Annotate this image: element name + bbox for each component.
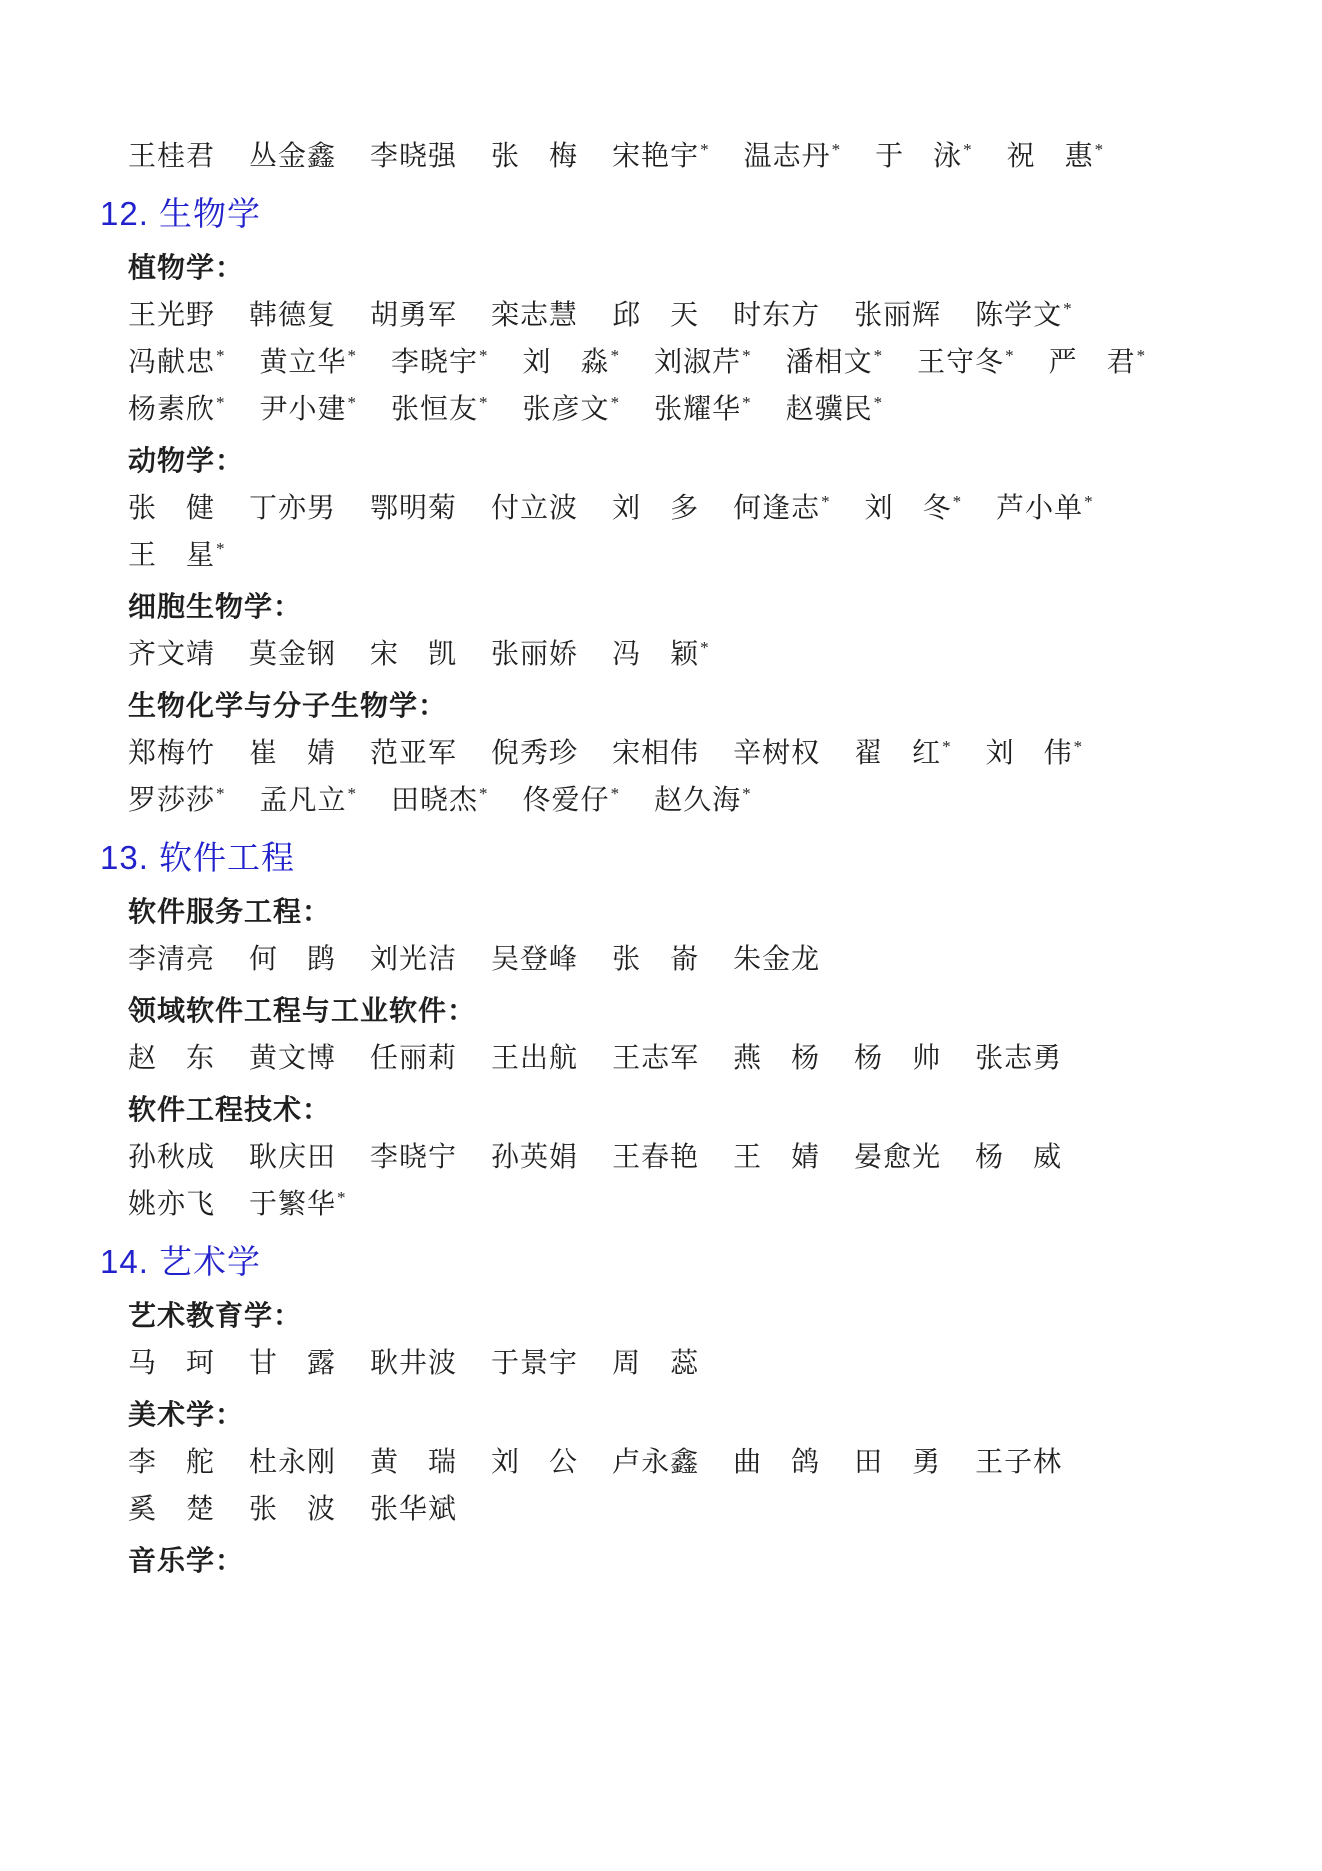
names-line bbox=[128, 299, 1232, 333]
person-name: 王志军 bbox=[612, 1043, 700, 1074]
footnote-asterisk: * bbox=[821, 491, 831, 511]
person-name: 鄂明菊 bbox=[370, 493, 458, 524]
subsection-label: 领域软件工程与工业软件： bbox=[128, 996, 477, 1027]
footnote-asterisk: * bbox=[1136, 345, 1147, 365]
person-name: 辛树权 bbox=[733, 738, 821, 769]
person-name: 张 嵛 bbox=[612, 944, 700, 975]
names-line bbox=[128, 393, 1232, 427]
person-name: 杜永刚 bbox=[249, 1447, 337, 1478]
subsection-label: 生物化学与分子生物学： bbox=[128, 691, 448, 722]
person-name: 张丽辉 bbox=[854, 300, 942, 331]
person-name: 陈学文* bbox=[975, 298, 1073, 331]
person-name: 王 星* bbox=[128, 538, 226, 571]
footnote-asterisk: * bbox=[347, 392, 358, 412]
footnote-asterisk: * bbox=[216, 392, 226, 412]
person-name: 何逢志* bbox=[733, 491, 831, 524]
person-name: 丁亦男 bbox=[249, 493, 337, 524]
footnote-asterisk: * bbox=[216, 783, 226, 803]
subsection-label: 美术学： bbox=[128, 1400, 245, 1431]
person-name: 刘 淼* bbox=[522, 345, 621, 378]
names-line bbox=[128, 737, 1232, 771]
subsection-label: 植物学： bbox=[128, 253, 245, 284]
person-name: 付立波 bbox=[491, 493, 579, 524]
footnote-asterisk: * bbox=[1073, 736, 1084, 756]
footnote-asterisk: * bbox=[1063, 298, 1073, 318]
footnote-asterisk: * bbox=[347, 345, 358, 365]
person-name: 王 婧 bbox=[733, 1142, 821, 1173]
footnote-asterisk: * bbox=[337, 1187, 347, 1207]
person-name: 周 蕊 bbox=[612, 1348, 700, 1379]
person-name: 张 梅 bbox=[491, 141, 579, 172]
person-name: 祝 惠* bbox=[1006, 139, 1105, 172]
person-name: 王桂君 bbox=[128, 141, 216, 172]
footnote-asterisk: * bbox=[479, 783, 489, 803]
footnote-asterisk: * bbox=[742, 783, 752, 803]
names-line bbox=[128, 346, 1232, 380]
person-name: 王出航 bbox=[491, 1043, 579, 1074]
person-name: 张 波 bbox=[249, 1494, 337, 1525]
person-name: 翟 红* bbox=[854, 736, 952, 769]
footnote-asterisk: * bbox=[873, 392, 884, 412]
document-content bbox=[100, 140, 1232, 1579]
person-name: 甘 露 bbox=[249, 1348, 337, 1379]
person-name: 田晓杰* bbox=[391, 783, 489, 816]
person-name: 芦小单* bbox=[996, 491, 1094, 524]
person-name: 李 舵 bbox=[128, 1447, 216, 1478]
person-name: 黄文博 bbox=[249, 1043, 337, 1074]
person-name: 刘 多 bbox=[612, 493, 700, 524]
person-name: 刘 公 bbox=[491, 1447, 579, 1478]
person-name: 吴登峰 bbox=[491, 944, 579, 975]
footnote-asterisk: * bbox=[216, 345, 226, 365]
person-name: 王春艳 bbox=[612, 1142, 700, 1173]
person-name: 孙秋成 bbox=[128, 1142, 216, 1173]
person-name: 晏愈光 bbox=[854, 1142, 942, 1173]
person-name: 于繁华* bbox=[249, 1187, 347, 1220]
person-name: 刘 伟* bbox=[985, 736, 1084, 769]
footnote-asterisk: * bbox=[742, 345, 752, 365]
person-name: 奚 楚 bbox=[128, 1494, 216, 1525]
footnote-asterisk: * bbox=[742, 392, 752, 412]
person-name: 栾志慧 bbox=[491, 300, 579, 331]
footnote-asterisk: * bbox=[216, 538, 226, 558]
person-name: 郑梅竹 bbox=[128, 738, 216, 769]
names-line bbox=[128, 492, 1232, 526]
person-name: 赵 东 bbox=[128, 1043, 216, 1074]
footnote-asterisk: * bbox=[952, 491, 963, 511]
footnote-asterisk: * bbox=[479, 392, 489, 412]
person-name: 崔 婧 bbox=[249, 738, 337, 769]
person-name: 王守冬* bbox=[917, 345, 1015, 378]
person-name: 李晓强 bbox=[370, 141, 458, 172]
person-name: 张耀华* bbox=[654, 392, 752, 425]
footnote-asterisk: * bbox=[700, 637, 710, 657]
footnote-asterisk: * bbox=[1084, 491, 1094, 511]
person-name: 姚亦飞 bbox=[128, 1189, 216, 1220]
person-name: 丛金鑫 bbox=[249, 141, 337, 172]
footnote-asterisk: * bbox=[347, 783, 358, 803]
subsection-label: 动物学： bbox=[128, 446, 245, 477]
person-name: 赵骥民* bbox=[785, 392, 884, 425]
person-name: 李晓宁 bbox=[370, 1142, 458, 1173]
person-name: 李晓宇* bbox=[391, 345, 489, 378]
person-name: 燕 杨 bbox=[733, 1043, 821, 1074]
person-name: 于 泳* bbox=[875, 139, 973, 172]
person-name: 李清亮 bbox=[128, 944, 216, 975]
person-name: 朱金龙 bbox=[733, 944, 821, 975]
person-name: 杨素欣* bbox=[128, 392, 226, 425]
person-name: 杨 威 bbox=[975, 1142, 1063, 1173]
footnote-asterisk: * bbox=[1005, 345, 1015, 365]
person-name: 卢永鑫 bbox=[612, 1447, 700, 1478]
footnote-asterisk: * bbox=[873, 345, 884, 365]
subsection-label: 软件服务工程： bbox=[128, 897, 332, 928]
names-line bbox=[128, 1141, 1232, 1175]
names-line bbox=[128, 943, 1232, 977]
footnote-asterisk: * bbox=[831, 139, 842, 159]
subsection-label: 艺术教育学： bbox=[128, 1301, 303, 1332]
names-line bbox=[128, 1042, 1232, 1076]
person-name: 孙英娟 bbox=[491, 1142, 579, 1173]
section-heading: 13. 软件工程 bbox=[100, 839, 296, 876]
person-name: 冯 颖* bbox=[612, 637, 710, 670]
section-heading: 12. 生物学 bbox=[100, 195, 262, 232]
person-name: 倪秀珍 bbox=[491, 738, 579, 769]
person-name: 刘淑芹* bbox=[654, 345, 752, 378]
footnote-asterisk: * bbox=[942, 736, 952, 756]
person-name: 冯献忠* bbox=[128, 345, 226, 378]
person-name: 孟凡立* bbox=[259, 783, 358, 816]
person-name: 宋相伟 bbox=[612, 738, 700, 769]
person-name: 张志勇 bbox=[975, 1043, 1063, 1074]
person-name: 黄立华* bbox=[259, 345, 358, 378]
footnote-asterisk: * bbox=[610, 392, 621, 412]
names-line bbox=[128, 1347, 1232, 1381]
footnote-asterisk: * bbox=[610, 345, 621, 365]
person-name: 罗莎莎* bbox=[128, 783, 226, 816]
names-line bbox=[128, 1446, 1232, 1480]
person-name: 温志丹* bbox=[743, 139, 842, 172]
person-name: 韩德复 bbox=[249, 300, 337, 331]
footnote-asterisk: * bbox=[1094, 139, 1105, 159]
person-name: 佟爱仔* bbox=[522, 783, 621, 816]
person-name: 刘光洁 bbox=[370, 944, 458, 975]
section-heading: 14. 艺术学 bbox=[100, 1243, 262, 1280]
person-name: 于景宇 bbox=[491, 1348, 579, 1379]
names-line bbox=[128, 1188, 1232, 1222]
footnote-asterisk: * bbox=[963, 139, 973, 159]
person-name: 马 珂 bbox=[128, 1348, 216, 1379]
person-name: 张彦文* bbox=[522, 392, 621, 425]
person-name: 尹小建* bbox=[259, 392, 358, 425]
names-line bbox=[128, 638, 1232, 672]
names-line bbox=[128, 784, 1232, 818]
subsection-label: 音乐学： bbox=[128, 1546, 245, 1577]
person-name: 宋 凯 bbox=[370, 639, 458, 670]
person-name: 王光野 bbox=[128, 300, 216, 331]
person-name: 张 健 bbox=[128, 493, 216, 524]
person-name: 邱 天 bbox=[612, 300, 700, 331]
person-name: 刘 冬* bbox=[864, 491, 963, 524]
person-name: 何 鹍 bbox=[249, 944, 337, 975]
names-line bbox=[128, 539, 1232, 573]
person-name: 黄 瑞 bbox=[370, 1447, 458, 1478]
person-name: 潘相文* bbox=[785, 345, 884, 378]
person-name: 曲 鸽 bbox=[733, 1447, 821, 1478]
person-name: 王子林 bbox=[975, 1447, 1063, 1478]
person-name: 田 勇 bbox=[854, 1447, 942, 1478]
person-name: 张华斌 bbox=[370, 1494, 458, 1525]
person-name: 赵久海* bbox=[654, 783, 752, 816]
person-name: 张恒友* bbox=[391, 392, 489, 425]
person-name: 时东方 bbox=[733, 300, 821, 331]
person-name: 范亚军 bbox=[370, 738, 458, 769]
person-name: 严 君* bbox=[1048, 345, 1147, 378]
person-name: 胡勇军 bbox=[370, 300, 458, 331]
person-name: 张丽娇 bbox=[491, 639, 579, 670]
footnote-asterisk: * bbox=[479, 345, 489, 365]
names-line bbox=[128, 140, 1232, 174]
person-name: 齐文靖 bbox=[128, 639, 216, 670]
person-name: 耿庆田 bbox=[249, 1142, 337, 1173]
person-name: 莫金钢 bbox=[249, 639, 337, 670]
names-line bbox=[128, 1493, 1232, 1527]
footnote-asterisk: * bbox=[610, 783, 621, 803]
person-name: 宋艳宇* bbox=[612, 139, 710, 172]
person-name: 任丽莉 bbox=[370, 1043, 458, 1074]
person-name: 杨 帅 bbox=[854, 1043, 942, 1074]
subsection-label: 软件工程技术： bbox=[128, 1095, 332, 1126]
subsection-label: 细胞生物学： bbox=[128, 592, 303, 623]
footnote-asterisk: * bbox=[700, 139, 710, 159]
person-name: 耿井波 bbox=[370, 1348, 458, 1379]
